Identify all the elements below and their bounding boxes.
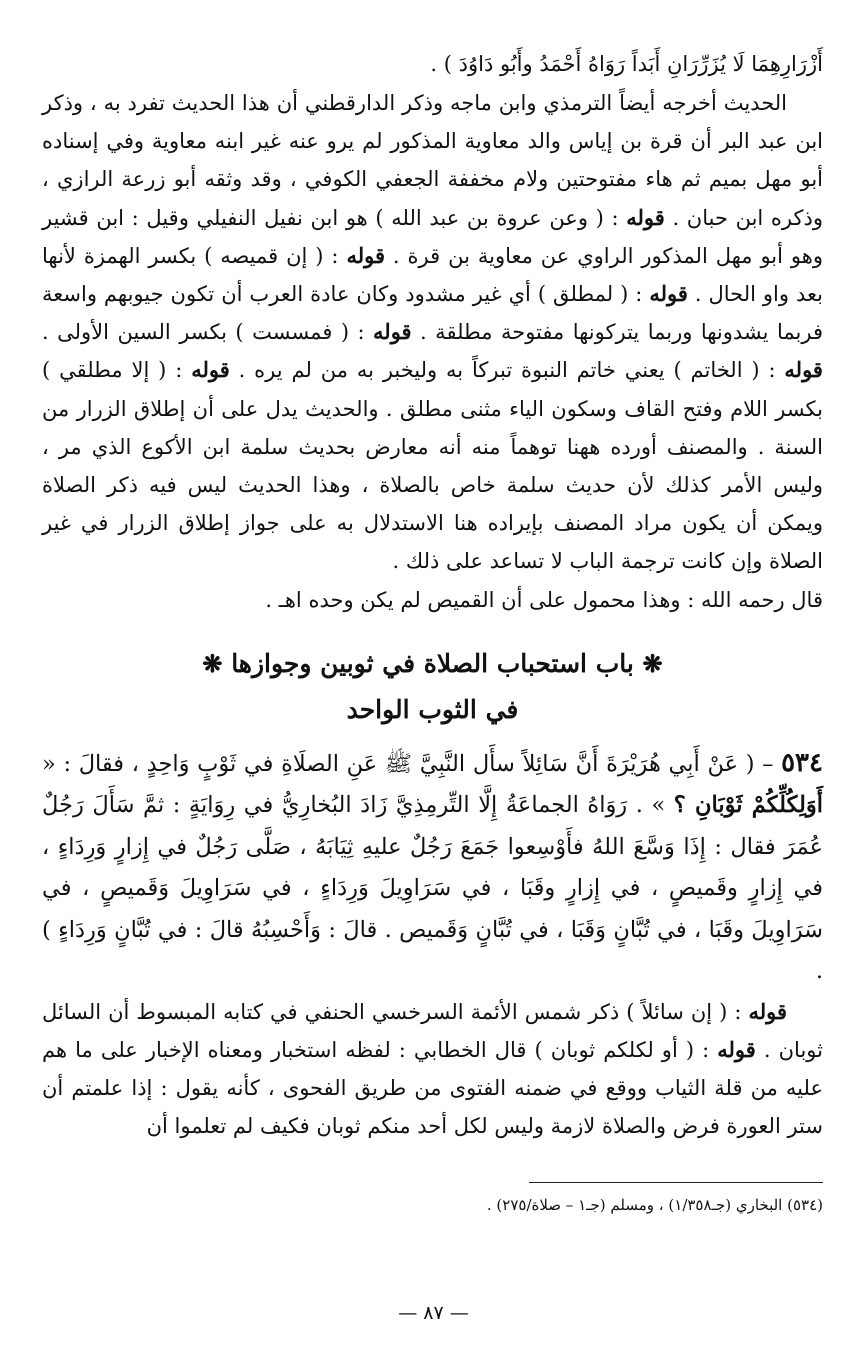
star-ornament-icon: ❋ [202,648,223,678]
qawl-label: قوله [717,1037,756,1063]
commentary-text: : ( الخاتم ) يعني خاتم النبوة تبركاً به وليخبر به من لم يره . [238,358,776,383]
hadith-text-part: – ( عَنْ أَبِي هُرَيْرَةَ أَنَّ سَائِلاً سأَل النَّبِيَّ ﷺ عَنِ الصلَاةِ في ثَوْبٍ وَاحِدٍ ، فقالَ : « [42,750,774,777]
commentary-text: : ( إلا مطلقي ) بكسر اللام وفتح القاف وسكون الياء مثنى مطلق . والحديث يدل على أن إطلاق الزرار من السنة . والمصنف أورده ههنا توهماً منه أنه معارض بحديث سلمة ابن الأكوع الذي مر ، وليس الأمر كذلك لأن حديث سلمة خاص بالصلاة ، وهذا الحديث ليس فيه ذكر الصلاة ويمكن أن يكون مراد المصنف بإيراده هنا الاستدلال به على جواز إطلاق الزرار في غير الصلاة وإن كانت ترجمة الباب لا تساعد على ذلك . [42,358,823,574]
qawl-label: قوله [346,242,385,268]
qawl-label: قوله [649,281,688,307]
commentary-text: : ( لمطلق ) أي غير مشدود وكان عادة العرب أن تكون جيوبهم واسعة فربما يشدونها وربما يتركونها مفتوحة مطلقة . [42,282,823,345]
chapter-title-text: باب استحباب الصلاة في ثوبين وجوازها [231,648,634,678]
commentary-text: الحديث أخرجه أيضاً الترمذي وابن ماجه وذكر الدارقطني أن هذا الحديث تفرد به ، وذكر ابن عبد البر أن قرة بن إياس والد معاوية المذكور لم يرو عنه غير ابنه معاوية وفي إسناده أبو مهل بميم ثم هاء مفتوحتين ولام مخففة الجعفي الكوفي ، وقد وثقه أبو زرعة الرازي ، وذكره ابن حبان . [42,91,824,230]
hadith-text [42,743,823,993]
chapter-heading-line-1 [42,641,823,687]
hadith-quote-bold: أَوَلِكُلِّكُمْ ثَوْبَانِ ؟ [673,792,823,819]
commentary-text: : ( أو لكلكم ثوبان ) قال الخطابي : لفظه استخبار ومعناه الإخبار على ما هم عليه من قلة الثياب ووقع في ضمنه الفتوى من طريق الفحوى ، كأنه يقول : إذا علمتم أن ستر العورة فرض والصلاة لازمة وليس لكل أحد منكم ثوبان فكيف لم تعلموا أن [42,1038,823,1139]
qawl-label: قوله [373,319,412,345]
footnote-separator [529,1182,823,1183]
author-note: قال رحمه الله : وهذا محمول على أن القميص لم يكن وحده اهـ . [265,587,823,612]
commentary-paragraph [42,84,823,581]
commentary-text: : ( وعن عروة بن عبد الله ) هو ابن نفيل النفيلي وقيل : ابن قشير وهو أبو مهل المذكور الراوي عن معاوية بن قرة . [42,205,823,268]
footnote: (٥٣٤) البخاري (جـ١/٣٥٨) ، ومسلم (جـ١ – صلاة/٢٧٥) . [486,1195,823,1214]
chapter-heading [42,641,823,733]
qawl-label: قوله [626,204,665,230]
hadith-number: ٥٣٤ [781,747,823,778]
commentary-text: : ( إن قميصه ) بكسر الهمزة لأنها بعد واو الحال . [42,243,823,307]
qawl-label: قوله [191,357,230,383]
commentary-text: : ( إن سائلاً ) ذكر شمس الأئمة السرخسي الحنفي في كتابه المبسوط أن السائل ثوبان . [42,999,823,1063]
hadith-text-part: » . رَوَاهُ الجماعَةُ إِلَّا التِّرمِذِيَّ زَادَ البُخارِيُّ في رِوَايَةٍ : ثمَّ سَأَلَ رَجُلٌ عُمَرَ فقال : إِذَا وَسَّعَ اللهُ فأَوْسِعوا جَمَعَ رَجُلٌ عليهِ ثِيَابَهُ ، صَلَّى رَجُلٌ في إِزارٍ وَرِدَاءٍ ، في إِزارٍ وقَميصٍ ، في إِزارٍ وقَبَا ، في سَرَاوِيلَ وَرِدَاءٍ ، في سَرَاوِيلَ وَقَميصٍ ، في سَرَاوِيلَ وقَبَا ، في تُبَّانٍ وَقَبَا ، في تُبَّانٍ وَقَميص . قالَ : وَأَحْسِبُهُ قالَ : في تُبَّانٍ وَرِدَاءٍ ) . [42,792,823,985]
page-number: — ٨٧ — [398,1302,469,1324]
commentary-text: : ( فمسست ) بكسر السين الأولى . [42,320,365,345]
qawl-label: قوله [784,357,823,383]
chapter-heading-line-2: في الثوب الواحد [346,694,519,724]
continued-hadith-line: أَزْرَارِهِمَا لَا يُزَرِّرَانِ أَبَداً رَوَاهُ أَحْمَدُ وأَبُو دَاوُدَ ) . [430,52,823,76]
qawl-label: قوله [748,998,787,1024]
commentary-paragraph-2 [42,993,823,1146]
star-ornament-icon: ❋ [642,648,663,678]
